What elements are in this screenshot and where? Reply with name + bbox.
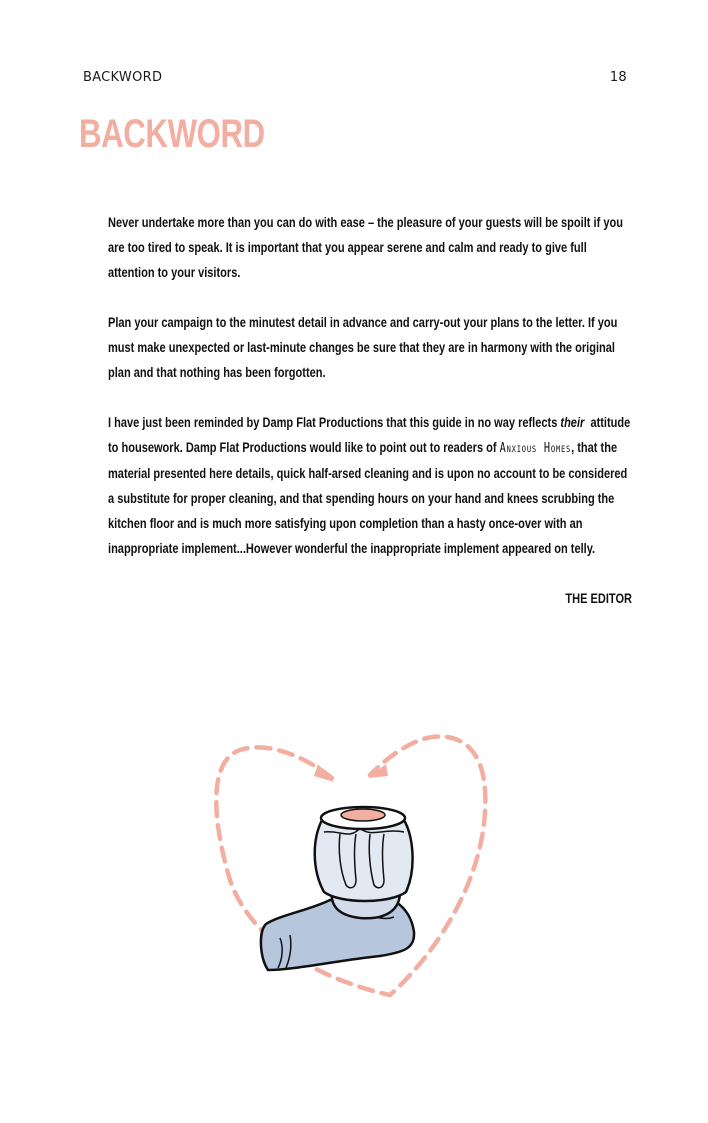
paragraph-3-part-a: I have just been reminded by Damp Flat Productions that this guide in no way reflects (108, 414, 561, 430)
paragraph-2: Plan your campaign to the minutest detail in advance and carry-out your plans to the letter. If you must make unexpected or last-minute changes be sure that they are in harmony with the original plan and that nothing has been forgotten. (108, 314, 618, 380)
signature: THE EDITOR (565, 590, 633, 606)
publication-name: Anxious Homes (499, 441, 572, 456)
page-number: 18 (609, 70, 627, 85)
tap-cap-insert-icon (341, 809, 385, 821)
page-title: BACKWORD (79, 112, 265, 156)
paragraph-3-part-c: , that the material presented here details, quick half-arsed cleaning and is upon no account to be considered a substitute for proper cleaning, and that spending hours on your hand and knees scrubbing the kitchen floor and is much more satisfying upon completion than a hasty once-over with an inappropriate implement...However wonderful the inappropriate implement appeared on telly. (108, 439, 628, 556)
paragraph-1: Never undertake more than you can do with ease – the pleasure of your guests will be spoilt if you are too tired to speak. It is important that you appear serene and calm and ready to give full attention to your visitors. (108, 214, 623, 280)
running-header (83, 70, 627, 85)
tap-in-heart-illustration (200, 720, 510, 1010)
emphasis-their: their (560, 414, 585, 430)
paragraph-3-part-b: attitude to housework. Damp Flat Productions would like to point out to readers of (108, 414, 634, 455)
paragraph-3 (108, 410, 632, 561)
left-arrowhead-icon (314, 764, 334, 782)
running-header-section: BACKWORD (83, 70, 163, 85)
body-text (108, 210, 632, 636)
